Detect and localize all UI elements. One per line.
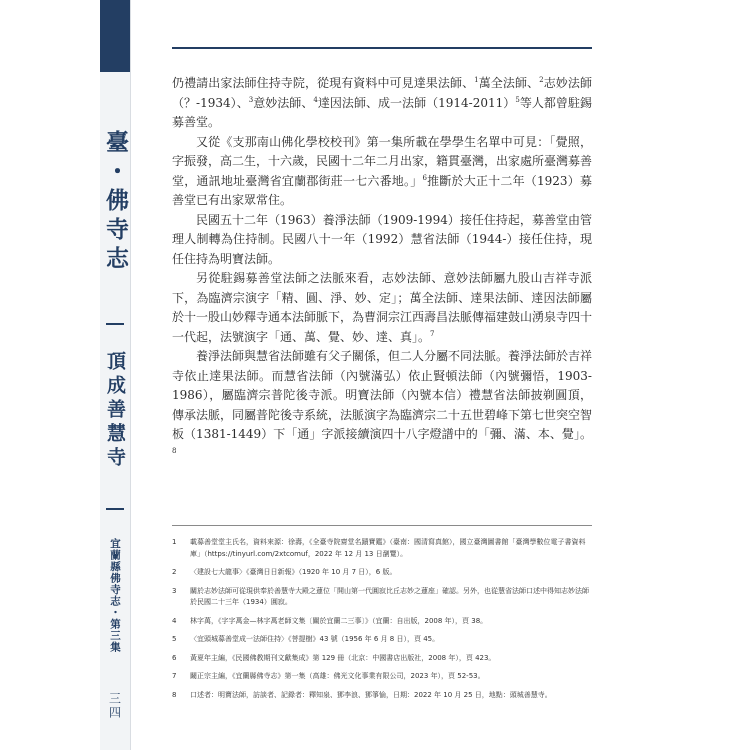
text-run: 達因法師、成一法師（1914-2011） <box>317 95 516 110</box>
footnote-marker: 3 <box>248 95 254 104</box>
footnote <box>172 616 592 628</box>
footnotes <box>172 537 592 708</box>
text-run: 仍禮請出家法師住持寺院，從現有資料中可見達果法師、 <box>172 76 475 90</box>
paragraph <box>172 211 592 270</box>
footnote-number: 8 <box>172 690 177 699</box>
footnote-number: 6 <box>172 653 177 662</box>
footnote-text: 〈建設七大龍事〉《臺灣日日新報》（1920 年 10 月 7 日），6 版。 <box>190 568 397 576</box>
sidebar-divider <box>106 323 124 325</box>
page-number: 三四 <box>107 692 122 720</box>
main-text <box>172 74 592 464</box>
text-run: 意妙法師、 <box>253 95 314 110</box>
footnote-text: 黃夏年主編，《民國佛教期刊文獻集成》第 129 冊（北京：中國書店出版社，2008 年），頁 423。 <box>190 653 496 662</box>
paragraph <box>172 133 592 211</box>
footnote <box>172 634 592 646</box>
text-run: 萬全法師、 <box>478 76 540 90</box>
text-run: 又從《支那南山佛化學校校刊》第一集所載在學學生名單中可見：「覺照，字振發，高二生，十六歲，民國十二年二月出家，籍貫臺灣，出家處所臺灣募善堂，通訊地址臺灣省宜蘭郡街莊一七六番地。」 <box>172 134 593 188</box>
footnote-marker: 2 <box>539 76 544 84</box>
footnote-text: 口述者：明寶法師，訪談者、記錄者：釋知泉、鄧李浪、鄧箏愉，日期：2022 年 10 月 25 日，地點：頭城善慧寺。 <box>190 690 552 699</box>
footnote-text: 載募善堂堂主氏名，資料來源：徐壽，《全臺寺院齋堂名蹟寶鑑》（臺南：國清寫真館），國立臺灣圖書館「臺灣學數位電子書資料庫」（https://tinyurl.com/2xtcomuf，2022 年 12 月 13 日瀏覽）。 <box>190 538 586 558</box>
paragraph <box>172 74 592 133</box>
book-title: 宜蘭縣佛寺志・第三集 <box>109 537 121 653</box>
footnote <box>172 653 592 665</box>
text-run: 養淨法師與慧省法師雖有父子關係，但二人分屬不同法脈。養淨法師於吉祥寺依止達果法師。而慧省法師（內號滿弘）依止賢頓法師（內號彌悟，1903-1986），屬臨濟宗普陀後寺派。明寶法師（內號本信）禮慧省法師披剃圓頂，傳承法脈，同屬普陀後寺系統，法脈演字為臨濟宗二十五世碧峰下第七世突空智板（1381-1449）下「通」字派接續演四十八字燈譜中的「彌、滿、本、覺」。 <box>172 349 593 441</box>
footnote <box>172 537 592 560</box>
sidebar-color-block <box>100 0 130 72</box>
footnote-number: 7 <box>172 672 177 680</box>
sidebar-band <box>100 0 131 750</box>
footnote-marker: 6 <box>422 173 427 182</box>
text-run: 志妙法師（？-1934）、 <box>172 76 592 110</box>
footnote-divider <box>172 525 592 526</box>
footnote-marker: 8 <box>172 446 177 455</box>
paragraph <box>172 347 592 464</box>
footnote <box>172 586 592 609</box>
footnote <box>172 671 592 683</box>
series-title: 臺・佛寺志 <box>102 130 129 275</box>
text-run: 另從駐錫募善堂法師之法脈來看，志妙法師、意妙法師屬九股山吉祥寺派下，為臨濟宗演字「精、圓、淨、妙、定」；萬全法師、達果法師、達因法師屬於十一股山妙釋寺通本法師脈下，為曹洞宗江西壽昌法脈傳福建鼓山湧泉寺四十一代起，法號演字「通、萬、覺、妙、達、真」。 <box>172 271 593 344</box>
footnote-text: 〈宜頭城募善堂成一法師住持〉《菩提樹》43 號（1956 年 6 月 8 日），頁 45。 <box>190 635 440 643</box>
footnote-text: 關於志妙法師可從現供奉於善慧寺大殿之蓮位「開山第一代圓寂比丘志妙之蓮座」確認。另外，也從慧省法師口述中得知志妙法師於民國二十三年（1934）圓寂。 <box>190 586 589 606</box>
footnote-number: 2 <box>172 568 177 576</box>
text-run: 推斷於大正十二年（1923）募善堂已有出家眾常住。 <box>172 173 592 207</box>
header-rule <box>172 47 592 49</box>
temple-name: 頂成善慧寺 <box>104 351 126 471</box>
footnote <box>172 690 592 702</box>
footnote-number: 1 <box>172 538 177 546</box>
footnote-marker: 1 <box>474 76 479 84</box>
footnote-number: 3 <box>172 586 177 595</box>
footnote-number: 4 <box>172 616 177 625</box>
footnote-number: 5 <box>172 635 177 643</box>
footnote-text: 林字萬，《字字萬金—林字萬老師文集〔關於宜蘭二三事〕》（宜蘭：自出版，2008 年），頁 38。 <box>190 616 488 625</box>
text-run: 民國五十二年（1963）養淨法師（1909-1994）接任住持起，募善堂由管理人制轉為住持制。民國八十一年（1992）慧省法師（1944-）接任住持，現任住持為明寶法師。 <box>172 212 592 266</box>
sidebar-divider <box>106 508 124 510</box>
footnote-marker: 4 <box>313 95 318 104</box>
footnote-text: 闞正宗主編，《宜蘭縣佛寺志》第一集（高雄：佛光文化事業有限公司，2023 年），頁 52-53。 <box>190 672 485 680</box>
text-run: 等人都曾駐錫募善堂。 <box>172 95 592 129</box>
footnote-marker: 7 <box>430 329 435 338</box>
footnote-marker: 5 <box>515 95 520 104</box>
paragraph <box>172 269 592 347</box>
footnote <box>172 567 592 579</box>
